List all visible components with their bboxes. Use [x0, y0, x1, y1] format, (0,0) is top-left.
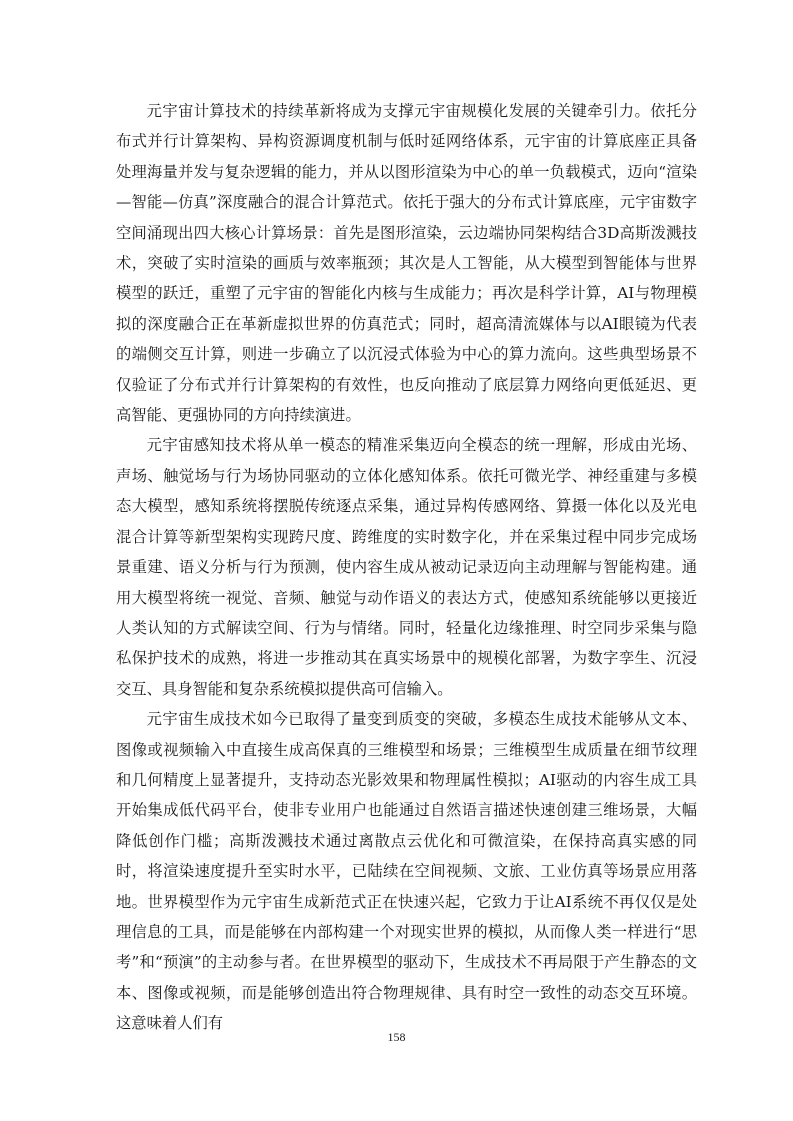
paragraph-computing: 元宇宙计算技术的持续革新将成为支撑元宇宙规模化发展的关键牵引力。依托分布式并行计算架构、异构资源调度机制与低时延网络体系，元宇宙的计算底座正具备处理海量并发与复杂逻辑的能力，并从以图形渲染为中心的单一负载模式，迈向“渲染—智能—仿真”深度融合的混合计算范式。依托于强大的分布式计算底座，元宇宙数字空间涌现出四大核心计算场景：首先是图形渲染，云边端协同架构结合3D高斯泼溅技术，突破了实时渲染的画质与效率瓶颈；其次是人工智能，从大模型到智能体与世界模型的跃迁，重塑了元宇宙的智能化内核与生成能力；再次是科学计算，AI与物理模拟的深度融合正在革新虚拟世界的仿真范式；同时，超高清流媒体与以AI眼镜为代表的端侧交互计算，则进一步确立了以沉浸式体验为中心的算力流向。这些典型场景不仅验证了分布式并行计算架构的有效性，也反向推动了底层算力网络向更低延迟、更高智能、更强协同的方向持续演进。 [116, 102, 697, 425]
paragraph-sensing: 元宇宙感知技术将从单一模态的精准采集迈向全模态的统一理解，形成由光场、声场、触觉场与行为场协同驱动的立体化感知体系。依托可微光学、神经重建与多模态大模型，感知系统将摆脱传统逐点采集，通过异构传感网络、算摄一体化以及光电混合计算等新型架构实现跨尺度、跨维度的实时数字化，并在采集过程中同步完成场景重建、语义分析与行为预测，使内容生成从被动记录迈向主动理解与智能构建。通用大模型将统一视觉、音频、触觉与动作语义的表达方式，使感知系统能够以更接近人类认知的方式解读空间、行为与情绪。同时，轻量化边缘推理、时空同步采集与隐私保护技术的成熟，将进一步推动其在真实场景中的规模化部署，为数字孪生、沉浸交互、具身智能和复杂系统模拟提供高可信输入。 [116, 436, 697, 698]
paragraph-generation: 元宇宙生成技术如今已取得了量变到质变的突破，多模态生成技术能够从文本、图像或视频输入中直接生成高保真的三维模型和场景；三维模型生成质量在细节纹理和几何精度上显著提升，支持动态光影效果和物理属性模拟；AI驱动的内容生成工具开始集成低代码平台，使非专业用户也能通过自然语言描述快速创建三维场景，大幅降低创作门槛；高斯泼溅技术通过离散点云优化和可微渲染，在保持高真实感的同时，将渲染速度提升至实时水平，已陆续在空间视频、文旅、工业仿真等场景应用落地。世界模型作为元宇宙生成新范式正在快速兴起，它致力于让AI系统不再仅仅是处理信息的工具，而是能够在内部构建一个对现实世界的模拟，从而像人类一样进行“思考”和“预演”的主动参与者。在世界模型的驱动下，生成技术不再局限于产生静态的文本、图像或视频，而是能够创造出符合物理规律、具有时空一致性的动态交互环境。这意味着人们有 [116, 710, 697, 1033]
page-number: 158 [387, 1030, 406, 1044]
body-text [116, 96, 697, 1039]
